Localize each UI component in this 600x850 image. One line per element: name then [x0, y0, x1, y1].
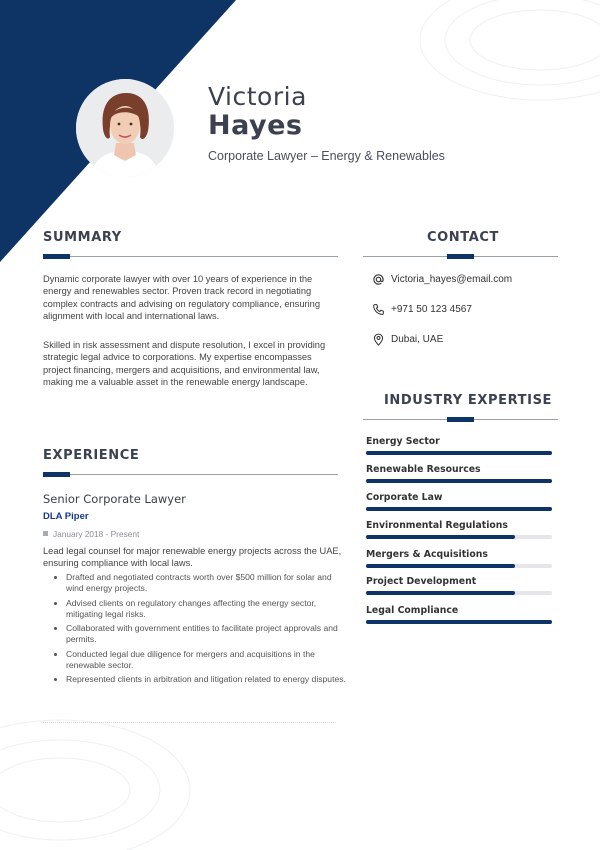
contact-email[interactable]: Victoria_hayes@email.com — [391, 274, 513, 285]
phone-icon — [372, 303, 385, 316]
experience-divider — [43, 474, 338, 475]
job-bullet: • Collaborated with government entities to facilitate project approvals and permits. — [66, 623, 351, 645]
skill-item — [366, 520, 552, 539]
experience-accent-bar — [43, 472, 70, 477]
expertise-heading: INDUSTRY EXPERTISE — [384, 393, 553, 408]
job-bullet: • Drafted and negotiated contracts worth over $500 million for solar and wind energy projects. — [66, 572, 351, 594]
skill-bar-fill — [366, 535, 515, 539]
job-bullet-list — [52, 572, 351, 689]
contact-phone[interactable]: +971 50 123 4567 — [391, 304, 472, 315]
summary-paragraph-2: Skilled in risk assessment and dispute resolution, I excel in providing strategic legal advice to corporations. My expertise encompasses project financing, mergers and acquisitions, and environmental law, making me a valuable asset in the renewable energy landscape. — [43, 340, 326, 387]
skill-bar-track — [366, 451, 552, 455]
first-name: Victoria — [208, 82, 307, 111]
contact-accent-bar — [447, 254, 474, 259]
job-bullet: • Conducted legal due diligence for mergers and acquisitions in the renewable sector. — [66, 649, 351, 671]
job-dates-text: January 2018 - Present — [53, 529, 140, 539]
at-icon — [372, 273, 385, 286]
skill-bar-track — [366, 479, 552, 483]
expertise-accent-bar — [447, 417, 474, 422]
skill-item — [366, 576, 552, 595]
skill-bar-track — [366, 620, 552, 624]
skill-item — [366, 549, 552, 568]
job-role: Senior Corporate Lawyer — [43, 492, 186, 506]
skill-bar-fill — [366, 620, 552, 624]
skill-bar-track — [366, 591, 552, 595]
skill-item — [366, 492, 552, 511]
last-name: Hayes — [208, 110, 303, 141]
skill-bar-fill — [366, 564, 515, 568]
job-bullet: • Advised clients on regulatory changes affecting the energy sector, mitigating legal risks. — [66, 598, 351, 620]
calendar-square-icon — [43, 531, 48, 536]
skill-label: Mergers & Acquisitions — [366, 549, 488, 560]
person-portrait-icon — [76, 79, 174, 177]
contact-location-row — [372, 333, 443, 346]
skill-bar-track — [366, 564, 552, 568]
skill-label: Project Development — [366, 576, 477, 587]
location-pin-icon — [372, 333, 385, 346]
skill-bar-fill — [366, 451, 552, 455]
job-dates — [43, 529, 139, 539]
skill-item — [366, 605, 552, 624]
job-company: DLA Piper — [43, 511, 89, 522]
skill-bar-fill — [366, 479, 552, 483]
skill-label: Renewable Resources — [366, 464, 481, 475]
contact-location: Dubai, UAE — [391, 334, 444, 345]
skill-label: Corporate Law — [366, 492, 443, 503]
summary-heading: SUMMARY — [43, 230, 122, 245]
job-description: Lead legal counsel for major renewable energy projects across the UAE, ensuring compliance with local laws. — [43, 546, 342, 569]
summary-paragraph-1: Dynamic corporate lawyer with over 10 years of experience in the energy and renewables sector. Proven track record in negotiating complex contracts and advising on regulatory compliance, ensuring alignment with local and international laws. — [43, 274, 320, 321]
experience-heading: EXPERIENCE — [43, 448, 140, 463]
contact-phone-row — [372, 303, 472, 316]
profile-photo — [76, 79, 174, 177]
skill-bar-track — [366, 535, 552, 539]
contact-email-row — [372, 273, 512, 286]
skill-label: Environmental Regulations — [366, 520, 508, 531]
skill-item — [366, 464, 552, 483]
summary-accent-bar — [43, 254, 70, 259]
skill-label: Energy Sector — [366, 436, 440, 447]
skill-label: Legal Compliance — [366, 605, 459, 616]
job-bullet: • Represented clients in arbitration and litigation related to energy disputes. — [66, 674, 351, 685]
skill-item — [366, 436, 552, 455]
contact-heading: CONTACT — [427, 230, 499, 245]
summary-divider — [43, 256, 338, 257]
skill-bar-fill — [366, 507, 552, 511]
skill-bar-fill — [366, 591, 515, 595]
job-title: Corporate Lawyer – Energy & Renewables — [208, 149, 445, 163]
skill-bar-track — [366, 507, 552, 511]
experience-end-divider — [43, 722, 336, 723]
